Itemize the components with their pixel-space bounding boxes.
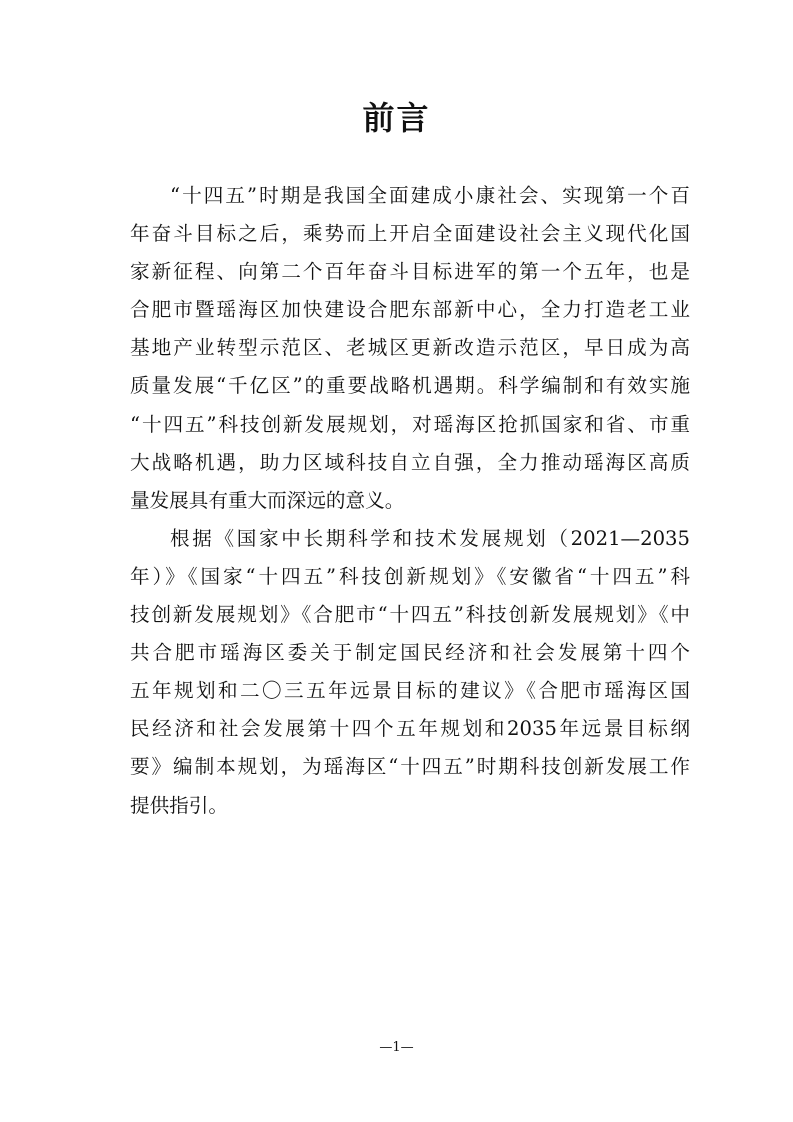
- text-line: 质量发展“千亿区”的重要战略机遇期。科学编制和有效实施: [130, 374, 690, 398]
- text-line: 根据《国家中长期科学和技术发展规划（2021—2035: [170, 526, 690, 550]
- text-line: 年）》《国家“十四五”科技创新规划》《安徽省“十四五”科: [130, 564, 690, 588]
- text-line: 家新征程、向第二个百年奋斗目标进军的第一个五年，也是: [130, 260, 690, 284]
- text-line: 提供指引。: [130, 793, 228, 817]
- paragraph: [130, 520, 690, 825]
- text-line: 技创新发展规划》《合肥市“十四五”科技创新发展规划》《中: [130, 603, 690, 627]
- text-line: 民经济和社会发展第十四个五年规划和2035年远景目标纲: [130, 717, 690, 741]
- text-line: 五年规划和二〇三五年远景目标的建议》《合肥市瑶海区国: [130, 679, 690, 703]
- page-number: —1—: [379, 1040, 414, 1055]
- text-line: 年奋斗目标之后，乘势而上开启全面建设社会主义现代化国: [130, 222, 690, 246]
- text-line: 合肥市暨瑶海区加快建设合肥东部新中心，全力打造老工业: [130, 298, 690, 322]
- text-line: 共合肥市瑶海区委关于制定国民经济和社会发展第十四个: [130, 641, 690, 665]
- page-title: 前言: [362, 99, 431, 137]
- text-line: 基地产业转型示范区、老城区更新改造示范区，早日成为高: [130, 336, 690, 360]
- text-line: “十四五”科技创新发展规划，对瑶海区抢抓国家和省、市重: [130, 412, 690, 436]
- text-line: 要》编制本规划，为瑶海区“十四五”时期科技创新发展工作: [130, 755, 690, 779]
- text-line: 量发展具有重大而深远的意义。: [130, 488, 405, 512]
- paragraph: [130, 177, 690, 520]
- text-line: 大战略机遇，助力区域科技自立自强，全力推动瑶海区高质: [130, 450, 690, 474]
- text-line: “十四五”时期是我国全面建成小康社会、实现第一个百: [170, 184, 690, 207]
- document-body: [130, 177, 690, 825]
